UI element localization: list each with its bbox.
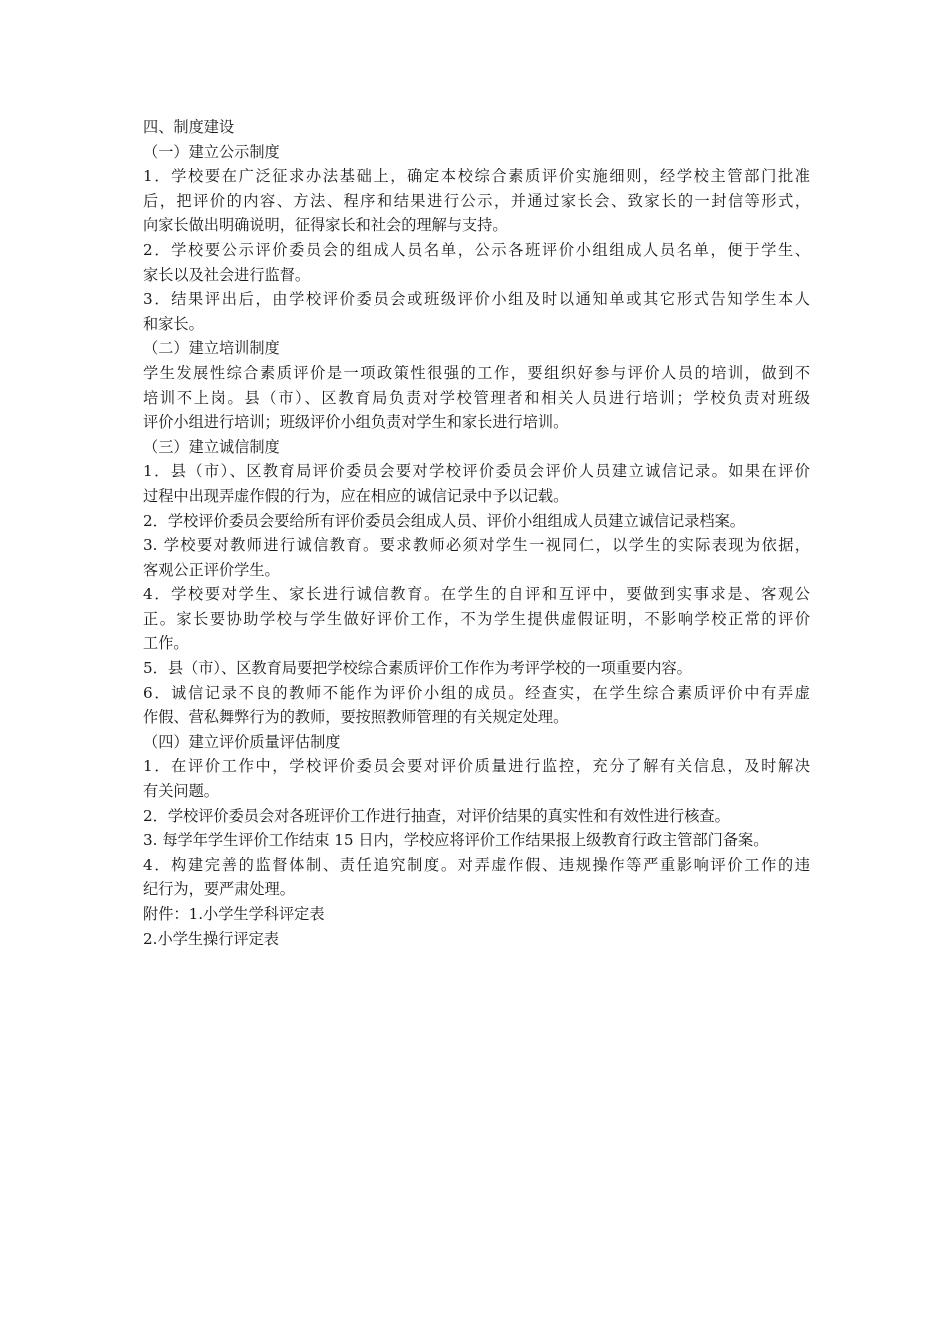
section-heading <box>143 140 810 165</box>
paragraph-line: 1．在评价工作中，学校评价委员会要对评价质量进行监控，充分了解有关信息，及时解决 <box>143 757 810 776</box>
heading-text: 四、制度建设 <box>143 118 235 136</box>
paragraph-line: 作假、营私舞弊行为的教师，要按照教师管理的有关规定处理。 <box>143 708 569 727</box>
paragraph-line: 工作。 <box>143 634 189 653</box>
paragraph <box>143 287 810 336</box>
paragraph-line: 培训不上岗。县（市）、区教育局负责对学校管理者和相关人员进行培训；学校负责对班级 <box>143 388 810 407</box>
section-heading <box>143 730 810 755</box>
paragraph-line: 学生发展性综合素质评价是一项政策性很强的工作，要组织好参与评价人员的培训，做到不 <box>143 363 810 382</box>
paragraph <box>143 656 810 681</box>
paragraph <box>143 164 810 238</box>
paragraph <box>143 509 810 534</box>
section-heading <box>143 115 810 140</box>
paragraph-line: 评价小组进行培训；班级评价小组负责对学生和家长进行培训。 <box>143 413 569 432</box>
paragraph <box>143 853 810 902</box>
section-heading <box>143 435 810 460</box>
paragraph-line: 1．县（市）、区教育局评价委员会要对学校评价委员会评价人员建立诚信记录。如果在评价 <box>143 462 810 481</box>
paragraph-line: 2.小学生操行评定表 <box>143 929 279 948</box>
paragraph-line: 1．学校要在广泛征求办法基础上，确定本校综合素质评价实施细则，经学校主管部门批准 <box>143 167 810 186</box>
paragraph-line: 有关问题。 <box>143 782 219 801</box>
paragraph <box>143 804 810 829</box>
paragraph-line: 正。家长要协助学校与学生做好评价工作，不为学生提供虚假证明，不影响学校正常的评价 <box>143 609 810 628</box>
paragraph <box>143 582 810 656</box>
paragraph <box>143 902 810 927</box>
paragraph-line: 过程中出现弄虚作假的行为，应在相应的诚信记录中予以记载。 <box>143 486 569 505</box>
paragraph-line: 向家长做出明确说明，征得家长和社会的理解与支持。 <box>143 216 508 235</box>
paragraph-line: 客观公正评价学生。 <box>143 560 280 579</box>
paragraph <box>143 238 810 287</box>
paragraph <box>143 533 810 582</box>
paragraph <box>143 681 810 730</box>
heading-text: （四）建立评价质量评估制度 <box>143 732 341 751</box>
paragraph <box>143 459 810 508</box>
paragraph-line: 纪行为，要严肃处理。 <box>143 880 295 899</box>
paragraph-line: 4．构建完善的监督体制、责任追究制度。对弄虚作假、违规操作等严重影响评价工作的违 <box>143 855 810 874</box>
heading-text: （二）建立培训制度 <box>143 339 280 358</box>
heading-text: （三）建立诚信制度 <box>143 437 280 456</box>
paragraph-line: 和家长。 <box>143 314 204 333</box>
paragraph <box>143 828 810 853</box>
paragraph-line: 2．学校评价委员会要给所有评价委员会组成人员、评价小组组成人员建立诚信记录档案。 <box>143 511 745 530</box>
paragraph-line: 家长以及社会进行监督。 <box>143 265 311 284</box>
paragraph-line: 5．县（市）、区教育局要把学校综合素质评价工作作为考评学校的一项重要内容。 <box>143 659 692 678</box>
heading-text: （一）建立公示制度 <box>143 142 280 161</box>
paragraph-line: 3. 每学年学生评价工作结束 15 日内，学校应将评价工作结果报上级教育行政主管部门备案。 <box>143 831 769 850</box>
paragraph-line: 后，把评价的内容、方法、程序和结果进行公示，并通过家长会、致家长的一封信等形式， <box>143 191 810 210</box>
paragraph-line: 附件：1.小学生学科评定表 <box>143 905 325 923</box>
paragraph-line: 3．结果评出后，由学校评价委员会或班级评价小组及时以通知单或其它形式告知学生本人 <box>143 290 810 309</box>
document-body <box>143 115 810 951</box>
paragraph-line: 4．学校要对学生、家长进行诚信教育。在学生的自评和互评中，要做到实事求是、客观公 <box>143 585 810 604</box>
paragraph <box>143 754 810 803</box>
section-heading <box>143 336 810 361</box>
paragraph-line: 2．学校要公示评价委员会的组成人员名单，公示各班评价小组组成人员名单，便于学生、 <box>143 240 810 259</box>
paragraph-line: 2．学校评价委员会对各班评价工作进行抽查，对评价结果的真实性和有效性进行核查。 <box>143 806 730 825</box>
paragraph <box>143 927 810 952</box>
paragraph-line: 3. 学校要对教师进行诚信教育。要求教师必须对学生一视同仁，以学生的实际表现为依据， <box>143 536 810 555</box>
paragraph-line: 6．诚信记录不良的教师不能作为评价小组的成员。经查实，在学生综合素质评价中有弄虚 <box>143 683 810 702</box>
paragraph <box>143 361 810 435</box>
